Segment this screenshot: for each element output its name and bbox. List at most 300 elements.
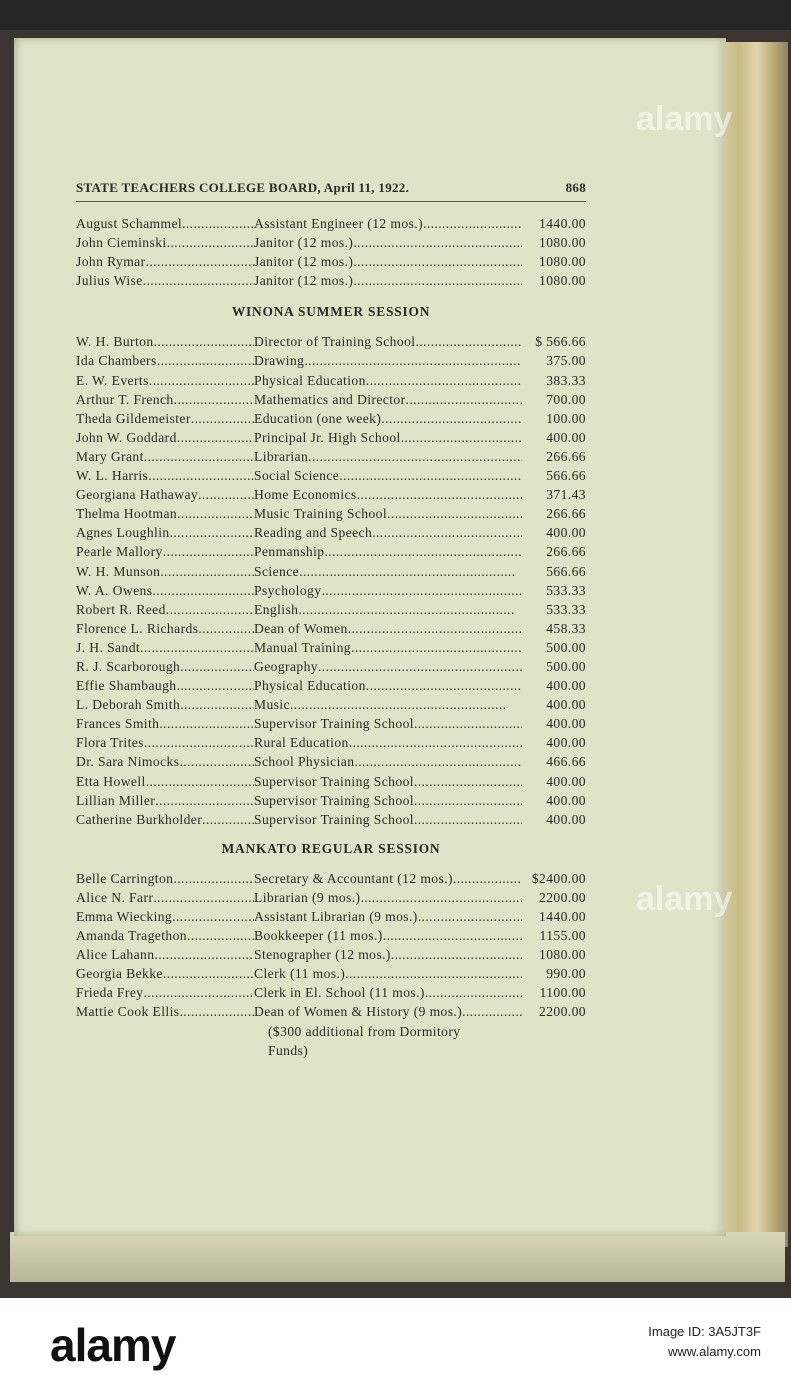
dot-leader: [198, 619, 254, 638]
position: [254, 752, 522, 771]
position: [254, 504, 522, 523]
salary-amount: 500.00: [546, 658, 586, 674]
dot-leader: [167, 233, 254, 252]
section-heading-mankato: MANKATO REGULAR SESSION: [221, 840, 441, 856]
note-line: Funds): [268, 1042, 309, 1058]
position: [254, 600, 522, 619]
salary-amount: 566.66: [546, 563, 586, 579]
salary-row: [76, 581, 586, 600]
position: [254, 581, 522, 600]
dot-leader: [353, 271, 522, 290]
salary-amount: 533.33: [546, 601, 586, 617]
dot-leader: [387, 504, 522, 523]
employee-name-text: Thelma Hootman: [76, 506, 178, 522]
employee-name: [76, 581, 254, 600]
stock-banner: [0, 1298, 791, 1390]
position-text: Supervisor Training School: [254, 773, 414, 789]
position-text: Supervisor Training School: [254, 716, 414, 732]
employee-name-text: Belle Carrington: [76, 870, 174, 886]
dot-leader: [318, 657, 522, 676]
winona-salary-list: [76, 332, 586, 828]
position: [254, 657, 522, 676]
position-text: Psychology: [254, 582, 322, 598]
salary-row: [76, 695, 586, 714]
dot-leader: [423, 214, 522, 233]
salary-row: [76, 332, 586, 351]
position-text: Physical Education: [254, 678, 366, 694]
dot-leader: [304, 351, 522, 370]
position-text: Librarian: [254, 448, 309, 464]
dot-leader: [462, 1002, 522, 1021]
salary-row: [76, 562, 586, 581]
employee-name-text: John Cieminski: [76, 235, 167, 251]
employee-name-text: John Rymar: [76, 254, 146, 270]
page-bottom-edge: [10, 1232, 785, 1282]
dot-leader: [177, 428, 254, 447]
dot-leader: [324, 542, 522, 561]
dot-leader: [187, 926, 254, 945]
dot-leader: [290, 695, 522, 714]
salary-amount: 1080.00: [539, 235, 586, 251]
position: [254, 926, 522, 945]
employee-name-text: Etta Howell: [76, 773, 146, 789]
position-text: Science: [254, 563, 300, 579]
employee-name-text: Alice Lahann: [76, 947, 155, 963]
dot-leader: [144, 733, 254, 752]
page-number: 868: [565, 180, 586, 195]
salary-amount: 400.00: [546, 697, 586, 713]
dot-leader: [414, 791, 522, 810]
dot-leader: [357, 485, 522, 504]
employee-name: [76, 869, 254, 888]
position: [254, 695, 522, 714]
position-text: Stenographer (12 mos.): [254, 947, 391, 963]
dot-leader: [149, 371, 254, 390]
salary-row: [76, 371, 586, 390]
dot-leader: [308, 447, 522, 466]
employee-name: [76, 676, 254, 695]
employee-name: [76, 504, 254, 523]
position: [254, 390, 522, 409]
position-text: Physical Education: [254, 372, 366, 388]
employee-name: [76, 657, 254, 676]
dot-leader: [177, 504, 254, 523]
salary-amount: 1440.00: [539, 216, 586, 231]
employee-name-text: Theda Gildemeister: [76, 410, 191, 426]
dot-leader: [391, 945, 522, 964]
salary-amount: 375.00: [546, 353, 586, 369]
position-text: Music: [254, 697, 290, 713]
position: [254, 233, 522, 252]
position: [254, 791, 522, 810]
employee-name-text: Emma Wiecking: [76, 909, 173, 924]
header-title: STATE TEACHERS COLLEGE BOARD, April 11, 1922.: [76, 180, 410, 195]
dot-leader: [140, 638, 254, 657]
employee-name-text: Arthur T. French: [76, 391, 174, 407]
position-text: Janitor (12 mos.): [254, 235, 354, 251]
position-text: Librarian (9 mos.): [254, 889, 361, 905]
employee-name-text: Julius Wise: [76, 273, 143, 289]
salary-amount: 383.33: [546, 372, 586, 388]
salary-amount: 400.00: [546, 429, 586, 445]
employee-name: [76, 926, 254, 945]
position: [254, 964, 522, 983]
dot-leader: [353, 252, 522, 271]
employee-name-text: Ida Chambers: [76, 353, 157, 369]
salary-row: [76, 447, 586, 466]
dot-leader: [182, 214, 254, 233]
employee-name: [76, 733, 254, 752]
employee-name: [76, 600, 254, 619]
position: [254, 351, 522, 370]
employee-name: [76, 214, 254, 233]
salary-row: [76, 791, 586, 810]
dot-leader: [143, 983, 254, 1002]
employee-name: [76, 888, 254, 907]
position: [254, 523, 522, 542]
employee-name: [76, 271, 254, 290]
position-text: Drawing: [254, 353, 305, 369]
dot-leader: [180, 657, 254, 676]
salary-row: [76, 714, 586, 733]
employee-name: [76, 695, 254, 714]
dot-leader: [372, 523, 522, 542]
position-text: Supervisor Training School: [254, 811, 414, 827]
dot-leader: [339, 466, 522, 485]
salary-row: [76, 638, 586, 657]
position: [254, 466, 522, 485]
position: [254, 252, 522, 271]
employee-name: [76, 964, 254, 983]
dot-leader: [172, 907, 254, 926]
salary-amount: 500.00: [546, 639, 586, 655]
position: [254, 214, 522, 233]
position: [254, 485, 522, 504]
salary-amount: 700.00: [546, 391, 586, 407]
salary-amount: 1155.00: [539, 928, 586, 944]
section-heading-winona: WINONA SUMMER SESSION: [231, 304, 431, 320]
employee-name-text: Agnes Loughlin: [76, 525, 170, 541]
employee-name-text: Frances Smith: [76, 716, 160, 732]
position-text: Director of Training School: [254, 334, 416, 350]
dot-leader: [345, 964, 522, 983]
position-text: Music Training School: [254, 506, 388, 522]
dot-leader: [166, 600, 254, 619]
salary-row: [76, 810, 586, 829]
dot-leader: [179, 1002, 254, 1021]
employee-name: [76, 810, 254, 829]
position-text: English: [254, 601, 299, 617]
employee-name: [76, 542, 254, 561]
employee-name: [76, 447, 254, 466]
employee-name: [76, 409, 254, 428]
mankato-salary-list: [76, 869, 586, 1022]
salary-row: [76, 409, 586, 428]
dot-leader: [146, 772, 254, 791]
position-text: Secretary & Accountant (12 mos.): [254, 870, 453, 886]
position-text: Clerk (11 mos.): [254, 966, 346, 982]
dot-leader: [198, 485, 254, 504]
employee-name-text: Mattie Cook Ellis: [76, 1004, 180, 1020]
dot-leader: [366, 371, 522, 390]
salary-row: [76, 351, 586, 370]
dot-leader: [401, 428, 522, 447]
position-text: Mathematics and Director: [254, 391, 406, 407]
position-text: Janitor (12 mos.): [254, 254, 354, 270]
salary-row: [76, 485, 586, 504]
dot-leader: [173, 869, 254, 888]
salary-row: [76, 733, 586, 752]
site-url: www.alamy.com: [668, 1344, 761, 1359]
position-text: Dean of Women: [254, 620, 348, 636]
employee-name: [76, 252, 254, 271]
position: [254, 983, 522, 1002]
dot-leader: [415, 332, 522, 351]
image-info: [648, 1322, 761, 1362]
employee-name-text: Georgia Bekke: [76, 966, 163, 982]
alamy-logo: alamy: [50, 1319, 176, 1371]
employee-name: [76, 371, 254, 390]
employee-name: [76, 638, 254, 657]
employee-name-text: Alice N. Farr: [76, 889, 154, 905]
position-text: Assistant Librarian (9 mos.): [254, 909, 418, 924]
position-text: Social Science: [254, 468, 340, 484]
image-id: Image ID: 3A5JT3F: [648, 1324, 761, 1339]
position: [254, 409, 522, 428]
position: [254, 907, 522, 926]
salary-amount: 1080.00: [539, 947, 586, 963]
employee-name-text: Robert R. Reed: [76, 601, 166, 617]
position: [254, 428, 522, 447]
dot-leader: [180, 695, 254, 714]
employee-name: [76, 428, 254, 447]
dot-leader: [360, 888, 522, 907]
salary-row: [76, 657, 586, 676]
dot-leader: [453, 869, 522, 888]
employee-name: [76, 907, 254, 926]
employee-name-text: L. Deborah Smith: [76, 697, 181, 713]
salary-row: [76, 964, 586, 983]
salary-amount: 1080.00: [539, 254, 586, 270]
salary-amount: 400.00: [546, 773, 586, 789]
dot-leader: [154, 332, 254, 351]
dot-leader: [418, 907, 522, 926]
dot-leader: [159, 714, 254, 733]
salary-amount: 566.66: [546, 468, 586, 484]
employee-name-text: Georgiana Hathaway: [76, 487, 199, 503]
document-content: [76, 180, 586, 1060]
salary-row: [76, 907, 586, 926]
salary-row: [76, 542, 586, 561]
salary-row: [76, 983, 586, 1002]
employee-name-text: John W. Goddard: [76, 429, 177, 445]
dot-leader: [414, 772, 522, 791]
salary-row: [76, 466, 586, 485]
dot-leader: [179, 752, 254, 771]
employee-name: [76, 752, 254, 771]
employee-name-text: Pearle Mallory: [76, 544, 163, 560]
salary-row: [76, 428, 586, 447]
position-text: Penmanship: [254, 544, 325, 560]
dot-leader: [425, 983, 522, 1002]
position-text: Reading and Speech: [254, 525, 373, 541]
employee-name-text: Florence L. Richards: [76, 620, 199, 636]
salary-amount: 400.00: [546, 716, 586, 732]
employee-name-text: Flora Trites: [76, 735, 144, 751]
salary-row: [76, 504, 586, 523]
salary-row: [76, 869, 586, 888]
position: [254, 542, 522, 561]
position: [254, 562, 522, 581]
salary-row: [76, 523, 586, 542]
position: [254, 371, 522, 390]
position-text: Janitor (12 mos.): [254, 273, 354, 289]
salary-row: [76, 676, 586, 695]
position: [254, 271, 522, 290]
salary-row: [76, 752, 586, 771]
position-text: Rural Education: [254, 735, 349, 751]
employee-name-text: Frieda Frey: [76, 985, 144, 1001]
salary-amount: 533.33: [546, 582, 586, 598]
dot-leader: [383, 926, 522, 945]
salary-amount: 2200.00: [539, 1004, 586, 1020]
position-text: Clerk in El. School (11 mos.): [254, 985, 425, 1001]
employee-name: [76, 945, 254, 964]
employee-name: [76, 466, 254, 485]
position-text: Dean of Women & History (9 mos.): [254, 1004, 463, 1020]
position-text: Home Economics: [254, 487, 357, 503]
salary-row: [76, 772, 586, 791]
salary-amount: $2400.00: [531, 870, 586, 886]
salary-row: [76, 390, 586, 409]
position: [254, 638, 522, 657]
position: [254, 1002, 522, 1021]
position: [254, 676, 522, 695]
dot-leader: [353, 233, 522, 252]
watermark: alamy: [636, 880, 733, 918]
salary-amount: 458.33: [546, 620, 586, 636]
dot-leader: [298, 600, 522, 619]
salary-amount: 400.00: [546, 792, 586, 808]
position-text: Assistant Engineer (12 mos.): [254, 216, 424, 231]
dot-leader: [146, 252, 254, 271]
salary-amount: 1080.00: [539, 273, 586, 289]
employee-name: [76, 351, 254, 370]
salary-amount: 100.00: [546, 410, 586, 426]
dot-leader: [154, 945, 254, 964]
dot-leader: [174, 390, 254, 409]
employee-name: [76, 390, 254, 409]
position-text: Principal Jr. High School: [254, 429, 401, 445]
dot-leader: [163, 542, 254, 561]
salary-row: [76, 945, 586, 964]
dot-leader: [354, 752, 522, 771]
employee-name-text: Catherine Burkholder: [76, 811, 203, 827]
position: [254, 772, 522, 791]
dot-leader: [155, 791, 254, 810]
employee-name: [76, 332, 254, 351]
dot-leader: [191, 409, 254, 428]
salary-amount: 400.00: [546, 525, 586, 541]
dot-leader: [414, 714, 522, 733]
employee-name-text: Amanda Tragethon: [76, 928, 187, 944]
employee-name-text: Mary Grant: [76, 448, 144, 464]
employee-name: [76, 523, 254, 542]
position-text: Manual Training: [254, 639, 352, 655]
salary-amount: 1100.00: [539, 985, 586, 1001]
employee-name: [76, 791, 254, 810]
employee-name: [76, 233, 254, 252]
dot-leader: [414, 810, 522, 829]
salary-row: [76, 252, 586, 271]
employee-name: [76, 1002, 254, 1021]
dot-leader: [143, 271, 254, 290]
position: [254, 447, 522, 466]
employee-name: [76, 772, 254, 791]
employee-name: [76, 485, 254, 504]
salary-row: [76, 233, 586, 252]
employee-name: [76, 714, 254, 733]
salary-row: [76, 1002, 586, 1021]
salary-amount: 1440.00: [539, 909, 586, 924]
salary-amount: 371.43: [546, 487, 586, 503]
salary-amount: 2200.00: [539, 889, 586, 905]
employee-name-text: R. J. Scarborough: [76, 658, 181, 674]
dot-leader: [163, 964, 254, 983]
position-text: Supervisor Training School: [254, 792, 414, 808]
employee-name: [76, 619, 254, 638]
dot-leader: [148, 466, 254, 485]
position-text: Geography: [254, 658, 318, 674]
salary-amount: 266.66: [546, 506, 586, 522]
dot-leader: [170, 523, 254, 542]
dot-leader: [406, 390, 522, 409]
salary-amount: 466.66: [546, 754, 586, 770]
employee-name-text: W. L. Harris: [76, 468, 149, 484]
position: [254, 714, 522, 733]
dot-leader: [157, 351, 254, 370]
employee-name: [76, 562, 254, 581]
salary-amount: 400.00: [546, 735, 586, 751]
employee-name-text: Lillian Miller: [76, 792, 156, 808]
dot-leader: [381, 409, 522, 428]
dot-leader: [153, 888, 254, 907]
employee-name-text: W. H. Burton: [76, 334, 154, 350]
salary-row: [76, 926, 586, 945]
dot-leader: [152, 581, 254, 600]
top-salary-list: [76, 214, 586, 290]
dot-leader: [366, 676, 522, 695]
dot-leader: [202, 810, 254, 829]
dot-leader: [351, 638, 522, 657]
position: [254, 945, 522, 964]
position: [254, 869, 522, 888]
page-edges: [718, 42, 788, 1247]
employee-name-text: W. A. Owens: [76, 582, 153, 598]
position: [254, 619, 522, 638]
position: [254, 810, 522, 829]
dot-leader: [321, 581, 522, 600]
dot-leader: [160, 562, 254, 581]
employee-name-text: E. W. Everts: [76, 372, 149, 388]
employee-name-text: Effie Shambaugh: [76, 678, 177, 694]
employee-name-text: August Schammel: [76, 216, 183, 231]
dot-leader: [144, 447, 254, 466]
note-line: ($300 additional from Dormitory: [268, 1023, 461, 1039]
position-text: Education (one week): [254, 410, 382, 426]
employee-name-text: Dr. Sara Nimocks: [76, 754, 180, 770]
salary-amount: 400.00: [546, 678, 586, 694]
